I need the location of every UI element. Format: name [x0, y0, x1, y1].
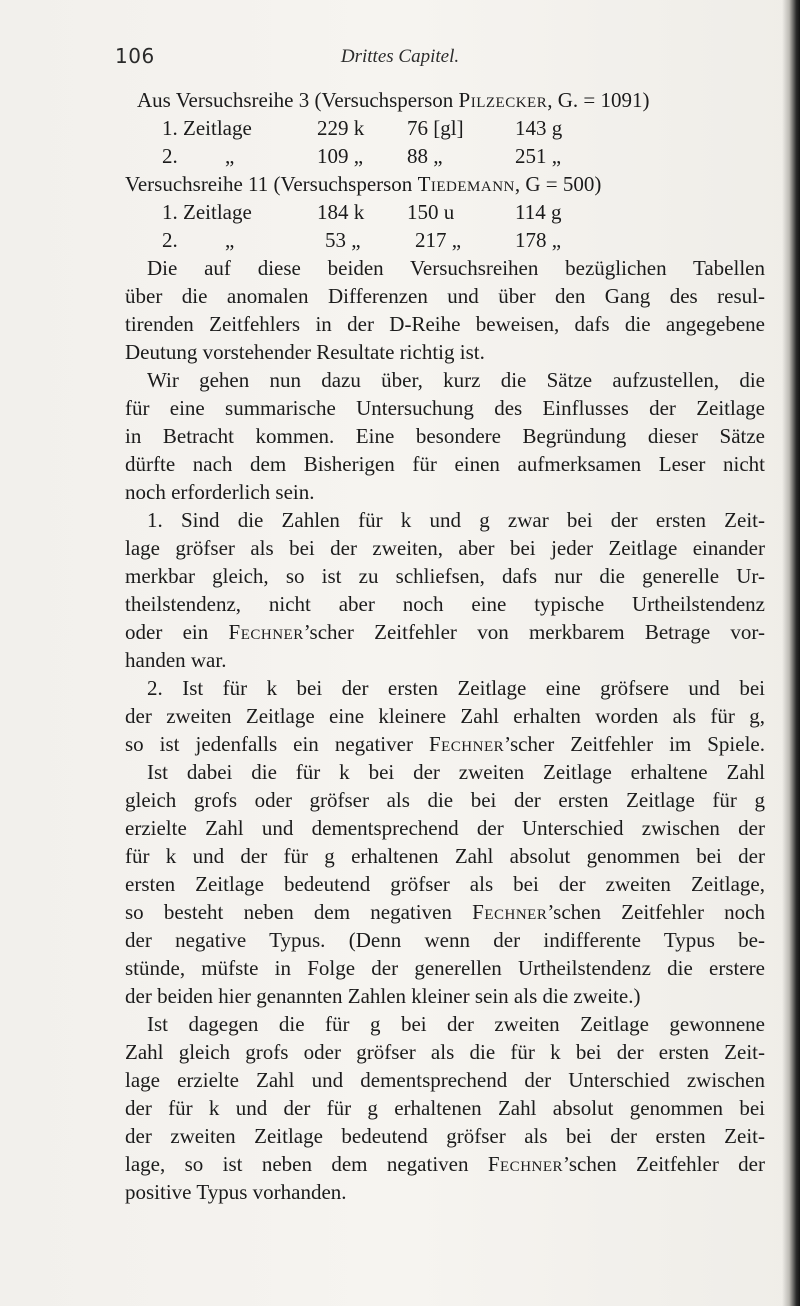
result-row: 2. „ 53 „ 217 „ 178 „: [162, 228, 562, 252]
text-line: so besteht neben dem negativen Fechner’schen Zeitfehler noch: [125, 900, 765, 924]
text-line: positive Typus vorhanden.: [125, 1180, 347, 1204]
text-line: oder ein Fechner’scher Zeitfehler von merkbarem Betrage vor-: [125, 620, 765, 644]
text-line: Wir gehen nun dazu über, kurz die Sätze aufzustellen, die: [147, 368, 765, 392]
text-line: der negative Typus. (Denn wenn der indifferente Typus be-: [125, 928, 765, 952]
body-text: [125, 254, 765, 1206]
text-line: in Betracht kommen. Eine besondere Begründung dieser Sätze: [125, 424, 765, 448]
page-header: [0, 44, 800, 74]
page-number: 106: [115, 44, 155, 68]
result-row: 1. Zeitlage 184 k 150 u 114 g: [162, 200, 562, 224]
result-row: 1. Zeitlage 229 k 76 [gl] 143 g: [162, 116, 563, 140]
result-row: 2. „ 109 „ 88 „ 251 „: [162, 144, 562, 168]
text-line: Die auf diese beiden Versuchsreihen bezüglichen Tabellen: [147, 256, 765, 280]
text-line: Zahl gleich grofs oder gröfser als die für k bei der ersten Zeit-: [125, 1040, 765, 1064]
text-line: Ist dagegen die für g bei der zweiten Zeitlage gewonnene: [147, 1012, 765, 1036]
text-line: gleich grofs oder gröfser als die bei der ersten Zeitlage für g: [125, 788, 765, 812]
results-block: [125, 86, 765, 254]
text-line: handen war.: [125, 648, 227, 672]
running-head: Drittes Capitel.: [340, 46, 460, 67]
text-line: so ist jedenfalls ein negativer Fechner’scher Zeitfehler im Spiele.: [125, 732, 765, 756]
text-line: ersten Zeitlage bedeutend gröfser als bei der zweiten Zeitlage,: [125, 872, 765, 896]
text-line: über die anomalen Differenzen und über den Gang des resul-: [125, 284, 765, 308]
text-line: lage erzielte Zahl und dementsprechend der Unterschied zwischen: [125, 1068, 765, 1092]
text-line: Ist dabei die für k bei der zweiten Zeitlage erhaltene Zahl: [147, 760, 765, 784]
page-edge-shadow: [782, 0, 800, 1306]
text-line: 2. Ist für k bei der ersten Zeitlage eine gröfsere und bei: [147, 676, 765, 700]
text-line: der zweiten Zeitlage bedeutend gröfser als bei der ersten Zeit-: [125, 1124, 765, 1148]
text-line: lage gröfser als bei der zweiten, aber bei jeder Zeitlage einander: [125, 536, 765, 560]
text-line: der zweiten Zeitlage eine kleinere Zahl erhalten worden als für g,: [125, 704, 765, 728]
series-heading: Versuchsreihe 11 (Versuchsperson Tiedemann, G = 500): [125, 172, 602, 196]
text-line: für k und der für g erhaltenen Zahl absolut genommen bei der: [125, 844, 765, 868]
text-line: 1. Sind die Zahlen für k und g zwar bei der ersten Zeit-: [147, 508, 765, 532]
text-line: der für k und der für g erhaltenen Zahl absolut genommen bei: [125, 1096, 765, 1120]
text-line: noch erforderlich sein.: [125, 480, 315, 504]
text-line: der beiden hier genannten Zahlen kleiner sein als die zweite.): [125, 984, 641, 1008]
text-line: theilstendenz, nicht aber noch eine typische Urtheilstendenz: [125, 592, 765, 616]
text-line: lage, so ist neben dem negativen Fechner’schen Zeitfehler der: [125, 1152, 765, 1176]
text-line: tirenden Zeitfehlers in der D-Reihe beweisen, dafs die angegebene: [125, 312, 765, 336]
text-line: Deutung vorstehender Resultate richtig ist.: [125, 340, 485, 364]
text-line: stünde, müfste in Folge der generellen Urtheilstendenz die erstere: [125, 956, 765, 980]
text-line: für eine summarische Untersuchung des Einflusses der Zeitlage: [125, 396, 765, 420]
text-line: dürfte nach dem Bisherigen für einen aufmerksamen Leser nicht: [125, 452, 765, 476]
text-line: merkbar gleich, so ist zu schliefsen, dafs nur die generelle Ur-: [125, 564, 765, 588]
text-line: erzielte Zahl und dementsprechend der Unterschied zwischen der: [125, 816, 765, 840]
series-heading: Aus Versuchsreihe 3 (Versuchsperson Pilzecker, G. = 1091): [137, 88, 650, 112]
